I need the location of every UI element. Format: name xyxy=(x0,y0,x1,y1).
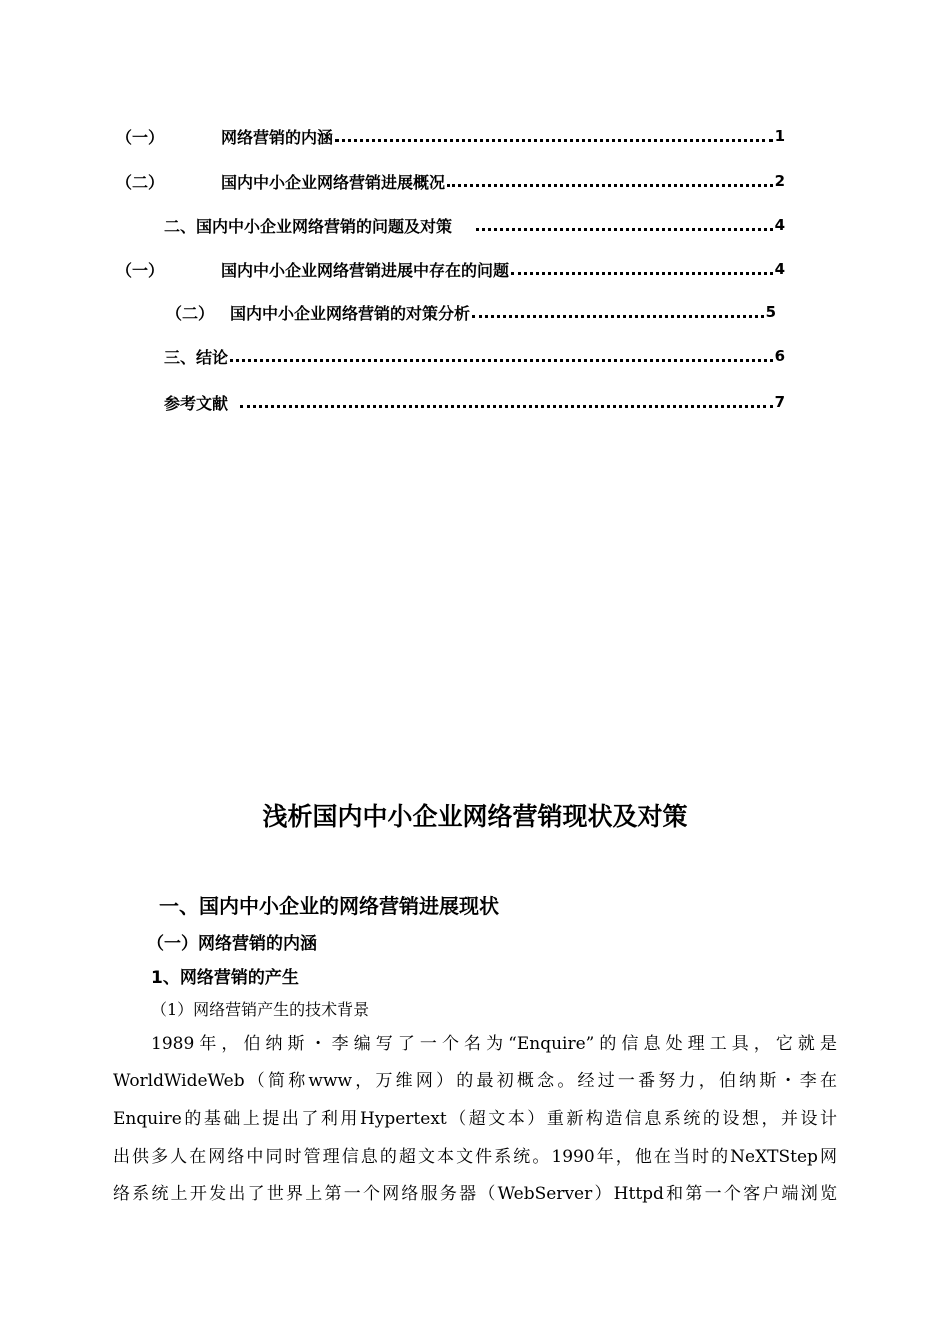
paragraph-line: 1989年，伯纳斯・李编写了一个名为“Enquire”的信息处理工具，它就是 xyxy=(151,1034,837,1054)
toc-dot-leader xyxy=(447,184,773,187)
toc-entry-number: （一） xyxy=(116,260,165,280)
toc-entry-page: 4 xyxy=(774,260,785,278)
toc-entry-title: 国内中小企业网络营销进展中存在的问题 xyxy=(221,260,510,280)
paragraph-line: 出供多人在网络中同时管理信息的超文本文件系统。1990年，他在当时的NeXTStep网 xyxy=(113,1147,837,1167)
toc-dot-leader xyxy=(240,405,773,408)
paragraph-line: 络系统上开发出了世界上第一个网络服务器（WebServer）Httpd和第一个客户端浏览 xyxy=(113,1184,837,1204)
toc-entry-title: 国内中小企业网络营销进展概况 xyxy=(221,172,446,192)
item-heading: （1）网络营销产生的技术背景 xyxy=(151,1000,370,1019)
toc-dot-leader xyxy=(335,139,773,142)
toc-entry[interactable] xyxy=(166,298,776,326)
toc-entry-page: 5 xyxy=(765,303,776,321)
toc-dot-leader xyxy=(472,315,764,318)
toc-entry-title: 网络营销的内涵 xyxy=(221,127,334,147)
toc-dot-leader xyxy=(230,359,773,362)
toc-entry-number: （一） xyxy=(116,127,165,147)
toc-entry-number: （二） xyxy=(166,303,215,323)
toc-entry-number: （二） xyxy=(116,172,165,192)
section-heading: 一、国内中小企业的网络营销进展现状 xyxy=(159,894,499,918)
toc-entry-title: 国内中小企业网络营销的对策分析 xyxy=(230,303,471,323)
toc-dot-leader xyxy=(511,272,773,275)
paragraph-line: WorldWideWeb（简称www，万维网）的最初概念。经过一番努力，伯纳斯・李在 xyxy=(113,1071,837,1091)
toc-entry[interactable] xyxy=(116,255,785,283)
paragraph-line: Enquire的基础上提出了利用Hypertext（超文本）重新构造信息系统的设想，并设计 xyxy=(113,1109,837,1129)
toc-dot-leader xyxy=(476,228,773,231)
toc-entry[interactable] xyxy=(164,342,785,370)
toc-entry[interactable] xyxy=(116,122,785,150)
toc-entry-page: 1 xyxy=(774,127,785,145)
toc-entry-page: 7 xyxy=(774,393,785,411)
subsubsection-heading: 1、网络营销的产生 xyxy=(151,968,299,988)
toc-entry-title: 三、结论 xyxy=(164,347,229,367)
toc-entry[interactable] xyxy=(164,388,785,416)
toc-entry-page: 4 xyxy=(774,216,785,234)
toc-entry-title: 参考文献 xyxy=(164,393,229,413)
toc-entry-page: 6 xyxy=(774,347,785,365)
toc-entry[interactable] xyxy=(164,211,785,239)
toc-entry[interactable] xyxy=(116,167,785,195)
toc-entry-page: 2 xyxy=(774,172,785,190)
subsection-heading: （一）网络营销的内涵 xyxy=(147,934,317,954)
toc-entry-title: 二、国内中小企业网络营销的问题及对策 xyxy=(164,216,453,236)
document-title: 浅析国内中小企业网络营销现状及对策 xyxy=(262,802,688,831)
